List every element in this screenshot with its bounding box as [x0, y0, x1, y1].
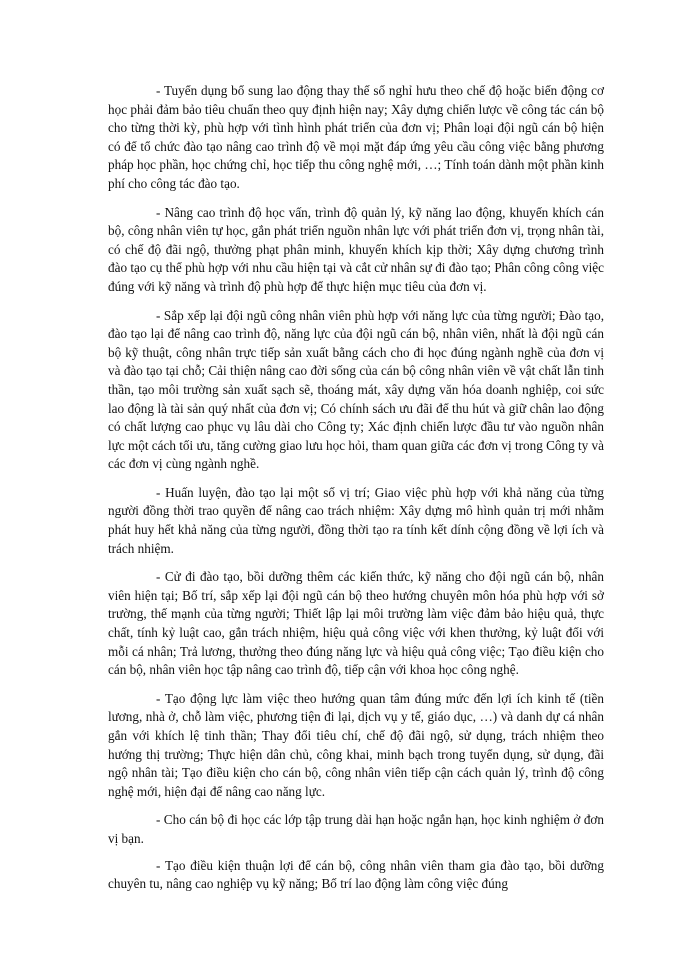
paragraph-recruitment: - Tuyển dụng bổ sung lao động thay thế số nghỉ hưu theo chế độ hoặc biến động cơ học phải đảm bảo tiêu chuẩn theo quy định hiện nay; Xây dựng chiến lược về công tác cán bộ cho từng thời kỳ, phù hợp với tình hình phát triển của đơn vị; Phân loại đội ngũ cán bộ hiện có để tổ chức đào tạo nâng cao trình độ về mọi mặt đáp ứng yêu cầu công việc bằng phương pháp học phần, học chứng chỉ, học tiếp thu công nghệ mới, …; Tính toán dành một phần kinh phí cho công tác đào tạo. [108, 83, 604, 191]
document-page [108, 82, 604, 904]
paragraph-education-level: - Nâng cao trình độ học vấn, trình độ quản lý, kỹ năng lao động, khuyến khích cán bộ, công nhân viên tự học, gắn phát triển nguồn nhân lực với phát triển đơn vị, trọng nhân tài, có chế độ đãi ngộ, thưởng phạt phân minh, khuyến khích kịp thời; Xây dựng chương trình đào tạo cụ thể phù hợp với nhu cầu hiện tại và cắt cử nhân sự đi đào tạo; Phân công công việc đúng với kỹ năng và trình độ phù hợp để thực hiện mục tiêu của đơn vị. [108, 204, 604, 294]
paragraph-training-conditions: - Tạo điều kiện thuận lợi để cán bộ, công nhân viên tham gia đào tạo, bồi dưỡng chuyên tu, nâng cao nghiệp vụ kỹ năng; Bố trí lao động làm công việc đúng [108, 857, 604, 892]
paragraph-motivation: - Tạo động lực làm việc theo hướng quan tâm đúng mức đến lợi ích kinh tế (tiền lương, nhà ở, chỗ làm việc, phương tiện đi lại, dịch vụ y tế, giáo dục, …) và danh dự cá nhân gắn với khích lệ tinh thần; Thay đổi tiêu chí, chế độ đãi ngộ, sử dụng, trách nhiệm theo hướng thị trường; Thực hiện dân chủ, công khai, minh bạch trong tuyển dụng, sử dụng, đãi ngộ nhân tài; Tạo điều kiện cho cán bộ, công nhân viên tiếp cận cách quản lý, trình độ công nghệ mới, hiện đại để nâng cao năng lực. [108, 690, 604, 799]
paragraph-training-positions: - Huấn luyện, đào tạo lại một số vị trí; Giao việc phù hợp với khả năng của từng người đồng thời trao quyền để nâng cao trách nhiệm: Xây dựng mô hình quản trị mới nhằm phát huy hết khả năng của từng người, đồng thời tạo ra tính kết dính cộng đồng về lợi ích và trách nhiệm. [108, 484, 604, 556]
paragraph-study-courses: - Cho cán bộ đi học các lớp tập trung dài hạn hoặc ngắn hạn, học kinh nghiệm ở đơn vị bạn. [108, 812, 604, 846]
paragraph-skill-development: - Cử đi đào tạo, bồi dưỡng thêm các kiến thức, kỹ năng cho đội ngũ cán bộ, nhân viên hiện tại; Bố trí, sắp xếp lại đội ngũ cán bộ theo hướng chuyên môn hóa phù hợp với sở trường, thế mạnh của từng người; Thiết lập lại môi trường làm việc đảm bảo hiệu quả, thực chất, tính kỷ luật cao, gắn trách nhiệm, hiệu quả công việc với khen thưởng, kỷ luật đối với mỗi cá nhân; Trả lương, thưởng theo đúng năng lực và hiệu quả công việc; Tạo điều kiện cho cán bộ, nhân viên học tập nâng cao trình độ, tiếp cận với khoa học công nghệ. [108, 569, 604, 678]
paragraph-staff-arrangement: - Sắp xếp lại đội ngũ công nhân viên phù hợp với năng lực của từng người; Đào tạo, đào tạo lại để nâng cao trình độ, năng lực của đội ngũ cán bộ, nhân viên, nhất là đội ngũ cán bộ kỹ thuật, công nhân trực tiếp sản xuất bằng cách cho đi học đúng ngành nghề của đơn vị và đào tạo tại chỗ; Cải thiện nâng cao đời sống của cán bộ công nhân viên về vật chất lẫn tinh thần, tạo môi trường sản xuất sạch sẽ, thoáng mát, xây dựng văn hóa doanh nghiệp, coi sức lao động là tài sản quý nhất của đơn vị; Có chính sách ưu đãi để thu hút và giữ chân lao động có chất lượng cao phục vụ lâu dài cho Công ty; Xác định chiến lược đầu tư vào nguồn nhân lực một cách tối ưu, tăng cường giao lưu học hỏi, tham quan giữa các đơn vị trong Công ty và các đơn vị cùng ngành nghề. [108, 307, 604, 472]
